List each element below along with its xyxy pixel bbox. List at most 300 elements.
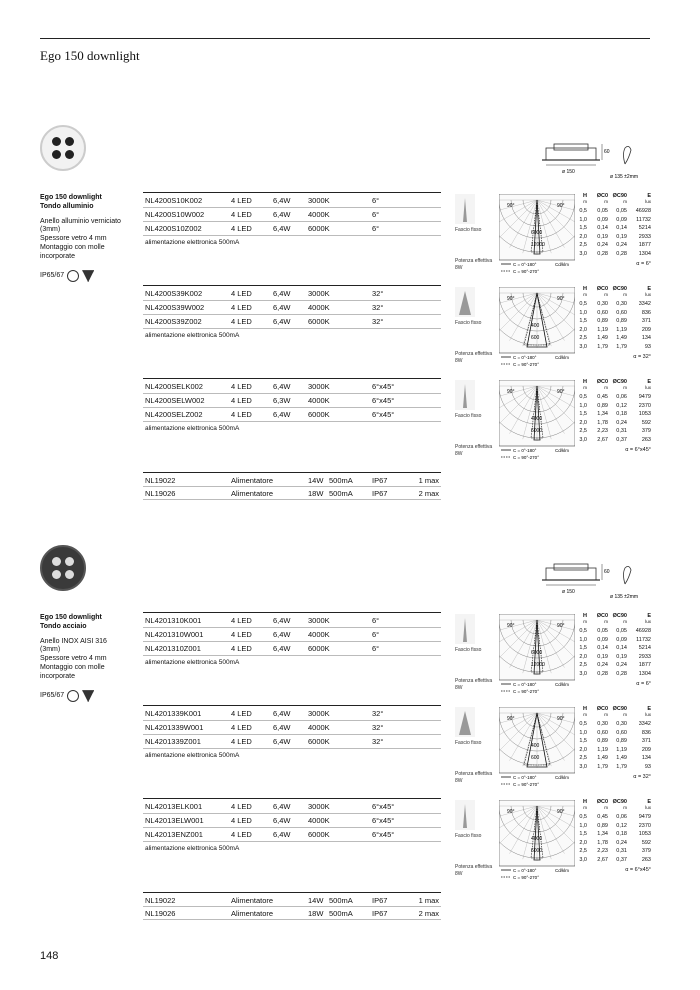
photometry-row	[577, 831, 657, 840]
color-temp: 6000K	[308, 644, 330, 653]
photometry-cell: 0,28	[597, 670, 608, 677]
photometry-cell: 379	[641, 428, 651, 435]
photometry-unit-cell: m	[583, 385, 587, 390]
photometry-cell: 3,0	[579, 343, 587, 350]
ip-rating	[40, 690, 140, 702]
photometry-cell: 9479	[638, 814, 651, 820]
accessory-power: 18W	[308, 489, 324, 498]
article-code: NL4201339W001	[145, 723, 204, 732]
photometry-cell: 1,5	[579, 411, 587, 418]
photometry-cell: 263	[641, 856, 651, 863]
photometry-row	[577, 730, 657, 739]
photometry-cell: 0,5	[579, 301, 587, 307]
dim-cutout: ø 135 ±2mm	[610, 174, 639, 180]
accessory-max: 2 max	[418, 489, 439, 498]
led-count: 4 LED	[231, 802, 252, 811]
product-name: Ego 150 downlight	[40, 194, 102, 201]
photometry-unit-cell: m	[583, 199, 587, 204]
legend-unit: Cd/klm	[555, 355, 570, 360]
photometry-cell: 0,24	[597, 242, 608, 249]
photometry-cell: 11732	[636, 636, 651, 643]
polar-diagram	[499, 707, 575, 787]
variant-table	[143, 380, 441, 432]
table-row	[143, 814, 441, 828]
photometry-cell: 3,0	[579, 856, 587, 863]
accessory-current: 500mA	[329, 909, 353, 918]
dim-diameter: ø 150	[562, 169, 575, 175]
photometry-cell: 1,49	[597, 755, 608, 762]
fixed-beam-label: Fascio fisso	[455, 413, 482, 419]
polar-90-left: 90°	[507, 296, 515, 302]
polar-90-left: 90°	[507, 716, 515, 722]
photometry-row	[577, 403, 657, 412]
article-code: NL4201339Z001	[145, 737, 201, 746]
photometry-unit-cell: m	[623, 199, 627, 204]
power: 6,4W	[273, 196, 291, 205]
beam-angle: 6°	[372, 644, 380, 653]
photometry-header-cell: ØC90	[612, 799, 627, 805]
photometry-cell: 134	[641, 755, 651, 762]
led-lens	[52, 137, 61, 146]
photometry-cell: 2,5	[579, 335, 587, 342]
product-description: Anello INOX AISI 316 (3mm) Spessore vetro 4 mm Montaggio con molle incorporate	[40, 637, 107, 680]
photometry-cell: 1,0	[579, 309, 587, 316]
led-count: 4 LED	[231, 644, 252, 653]
accessory-row	[143, 487, 441, 500]
polar-ring-value: 600	[531, 755, 540, 761]
table-row	[143, 800, 441, 814]
article-code: NL4200S39W002	[145, 303, 205, 312]
effective-power-label: Potenza effettiva	[455, 351, 493, 357]
photometry-row	[577, 251, 657, 260]
photometry-cell: 1,19	[616, 326, 627, 333]
variant-table	[143, 614, 441, 666]
product-group	[143, 287, 653, 375]
beam-angle: 32°	[372, 737, 384, 746]
led-count: 4 LED	[231, 396, 252, 405]
photometry-header-cell: H	[583, 613, 587, 619]
accessory-ip: IP67	[372, 909, 388, 918]
photometry-unit-cell: m	[623, 712, 627, 717]
legend-c90: C = 90°-270°	[513, 362, 539, 367]
photometry-table	[577, 194, 657, 267]
photometry-cell: 836	[641, 309, 651, 316]
photometry-header-cell: ØC90	[612, 379, 627, 385]
photometry-cell: 2,0	[579, 419, 587, 426]
photometry-cell: 0,5	[579, 814, 587, 820]
photometry-cell: 2370	[638, 402, 651, 409]
polar-svg	[499, 614, 575, 694]
photometry-row	[577, 225, 657, 234]
polar-ring-value: 6000	[531, 428, 543, 434]
power: 6,4W	[273, 737, 291, 746]
photometry-cell: 0,30	[616, 301, 627, 307]
beam-angle: 6°x45°	[372, 382, 395, 391]
ip-text: IP65/67	[40, 691, 65, 699]
photometry-unit-cell: m	[623, 619, 627, 624]
photometry-cell: 2933	[638, 653, 651, 660]
photometry-cell: 0,24	[616, 662, 627, 669]
photometry-row	[577, 662, 657, 671]
photometry-cell: 0,30	[597, 721, 608, 727]
photometry-header-cell: ØC0	[596, 613, 608, 619]
led-count: 4 LED	[231, 830, 252, 839]
photometry-cell: 0,30	[597, 301, 608, 307]
accessory-desc: Alimentatore	[231, 476, 274, 485]
photometry-header-cell: ØC90	[612, 706, 627, 712]
photometry-cell: 0,31	[616, 848, 627, 855]
photometry-cell: 1,5	[579, 831, 587, 838]
polar-diagram	[499, 194, 575, 274]
product-name: Ego 150 downlight	[40, 614, 102, 621]
accessory-row	[143, 474, 441, 487]
photometry-cell: 2,23	[597, 848, 608, 855]
product-description: Anello alluminio verniciato (3mm) Spessore vetro 4 mm Montaggio con molle incorporate	[40, 217, 121, 260]
legend-c90: C = 90°-270°	[513, 269, 539, 274]
photometry-row	[577, 848, 657, 857]
photometry-row	[577, 394, 657, 403]
polar-90-left: 90°	[507, 389, 515, 395]
photometry-cell: 5214	[638, 225, 651, 232]
table-row	[143, 628, 441, 642]
photometry-cell: 0,19	[616, 653, 627, 660]
photometry-cell: 371	[641, 738, 651, 745]
photometry-cell: 0,89	[616, 318, 627, 325]
photometry-unit-cell: m	[604, 619, 608, 624]
polar-ring-value: 4000	[531, 836, 543, 842]
accessory-current: 500mA	[329, 896, 353, 905]
photometry-cell: 2,5	[579, 428, 587, 435]
color-temp: 3000K	[308, 709, 330, 718]
product-subtitle: Tondo alluminio	[40, 202, 94, 210]
variant-table	[143, 287, 441, 339]
article-code: NL4201310K001	[145, 616, 202, 625]
polar-ring-value: 6000	[531, 848, 543, 854]
polar-diagram	[499, 800, 575, 880]
photometry-unit-cell: m	[623, 385, 627, 390]
photometry-cell: 0,09	[597, 216, 608, 223]
photometry-cell: 0,5	[579, 628, 587, 634]
driver-note: alimentazione elettronica 500mA	[145, 845, 240, 852]
accessory-rule	[143, 472, 441, 473]
legend-unit: Cd/klm	[555, 682, 570, 687]
photometry-cell: 1,79	[616, 343, 627, 350]
photometry-cell: 0,05	[616, 628, 627, 634]
photometry-row	[577, 420, 657, 429]
beam-icon	[455, 614, 475, 644]
photometry-cell: 1,49	[616, 755, 627, 762]
beam-angle: 6°	[372, 630, 380, 639]
dim-cutout: ø 135 ±2mm	[610, 594, 639, 600]
photometry-cell: 1053	[638, 831, 651, 838]
power: 6,4W	[273, 303, 291, 312]
power: 6,4W	[273, 644, 291, 653]
photometry-row	[577, 671, 657, 680]
photometry-unit-cell: m	[604, 199, 608, 204]
led-count: 4 LED	[231, 737, 252, 746]
color-temp: 6000K	[308, 224, 330, 233]
effective-power-label: Potenza effettiva	[455, 678, 493, 684]
color-temp: 4000K	[308, 723, 330, 732]
legend-c0: C = 0°-180°	[513, 682, 537, 687]
photometry-header-cell: ØC90	[612, 286, 627, 292]
photometry-cell: 2,23	[597, 428, 608, 435]
photometry-unit-cell: lux	[645, 292, 651, 297]
effective-power-label: Potenza effettiva	[455, 864, 493, 870]
table-row	[143, 614, 441, 628]
power: 6,4W	[273, 410, 291, 419]
accessory-row	[143, 907, 441, 920]
beam-angle: 6°x45°	[372, 802, 395, 811]
photometry-cell: 379	[641, 848, 651, 855]
photometry-header-cell: E	[647, 379, 651, 385]
photometry-cell: 1,19	[597, 746, 608, 753]
photometry-row	[577, 654, 657, 663]
driver-note: alimentazione elettronica 500mA	[145, 425, 240, 432]
beam-angle-note: α = 6°x45°	[625, 866, 651, 873]
effective-power-value: 8W	[455, 778, 463, 784]
product-info	[40, 614, 140, 702]
legend-unit: Cd/klm	[555, 775, 570, 780]
polar-90-left: 90°	[507, 203, 515, 209]
color-temp: 6000K	[308, 410, 330, 419]
dimension-svg	[540, 560, 650, 605]
photometry-row	[577, 411, 657, 420]
product-photo	[40, 545, 86, 591]
photometry-header-cell: ØC0	[596, 379, 608, 385]
color-temp: 3000K	[308, 382, 330, 391]
polar-ring-value: 600	[531, 335, 540, 341]
photometry-cell: 1304	[638, 670, 651, 677]
polar-svg	[499, 380, 575, 460]
photometry-row	[577, 738, 657, 747]
photometry-row	[577, 437, 657, 446]
article-code: NL4200S39Z002	[145, 317, 202, 326]
photometry-row	[577, 755, 657, 764]
photometry-header-cell: ØC0	[596, 706, 608, 712]
variant-table	[143, 194, 441, 246]
dimension-drawing	[540, 140, 650, 185]
photometry-cell: 0,18	[616, 831, 627, 838]
table-row	[143, 287, 441, 301]
photometry-cell: 0,5	[579, 394, 587, 400]
color-temp: 4000K	[308, 210, 330, 219]
photometry-cell: 1,0	[579, 822, 587, 829]
beam-angle: 6°	[372, 196, 380, 205]
led-count: 4 LED	[231, 630, 252, 639]
photometry-table	[577, 800, 657, 873]
effective-power-value: 8W	[455, 265, 463, 271]
fixed-beam-label: Fascio fisso	[455, 227, 482, 233]
photometry-header-cell: E	[647, 193, 651, 199]
photometry-row	[577, 637, 657, 646]
accessory-max: 1 max	[418, 896, 439, 905]
photometry-unit-cell: m	[604, 712, 608, 717]
photometry-header	[577, 800, 657, 814]
photometry-cell: 0,37	[616, 856, 627, 863]
photometry-cell: 93	[644, 763, 651, 770]
photometry-cell: 0,06	[616, 394, 627, 400]
color-temp: 6000K	[308, 317, 330, 326]
photometry-unit-cell: lux	[645, 619, 651, 624]
led-lens	[52, 570, 61, 579]
ip-rating	[40, 270, 140, 282]
accessory-desc: Alimentatore	[231, 489, 274, 498]
class-cert-icon	[82, 270, 94, 282]
legend-c0: C = 0°-180°	[513, 355, 537, 360]
led-lens	[65, 570, 74, 579]
photometry-header-cell: ØC0	[596, 286, 608, 292]
photometry-header-cell: H	[583, 706, 587, 712]
led-lens	[52, 557, 61, 566]
accessory-power: 18W	[308, 909, 324, 918]
beam-angle: 6°x45°	[372, 816, 395, 825]
dim-diameter: ø 150	[562, 589, 575, 595]
accessory-code: NL19022	[145, 476, 176, 485]
power: 6,4W	[273, 289, 291, 298]
accessory-ip: IP67	[372, 896, 388, 905]
accessory-code: NL19026	[145, 489, 176, 498]
led-lens	[65, 150, 74, 159]
color-temp: 4000K	[308, 396, 330, 405]
dimension-drawing	[540, 560, 650, 605]
led-count: 4 LED	[231, 210, 252, 219]
photometry-cell: 2370	[638, 822, 651, 829]
photometry-header-cell: ØC90	[612, 613, 627, 619]
photometry-table	[577, 614, 657, 687]
photometry-cell: 2,0	[579, 326, 587, 333]
photometry-cell: 0,30	[616, 721, 627, 727]
color-temp: 4000K	[308, 303, 330, 312]
photometry-header-cell: E	[647, 613, 651, 619]
led-count: 4 LED	[231, 289, 252, 298]
beam-angle: 6°x45°	[372, 396, 395, 405]
beam-angle: 32°	[372, 303, 384, 312]
accessory-max: 1 max	[418, 476, 439, 485]
fixed-beam-label: Fascio fisso	[455, 740, 482, 746]
photometry-row	[577, 344, 657, 353]
photometry-cell: 1877	[638, 662, 651, 669]
photometry-cell: 0,89	[616, 738, 627, 745]
led-count: 4 LED	[231, 723, 252, 732]
beam-angle: 32°	[372, 709, 384, 718]
photometry-row	[577, 823, 657, 832]
led-lens	[65, 557, 74, 566]
safety-cert-icon	[67, 270, 79, 282]
photometry-cell: 2,5	[579, 242, 587, 249]
power: 6,4W	[273, 723, 291, 732]
table-row	[143, 735, 441, 749]
legend-c90: C = 90°-270°	[513, 875, 539, 880]
photometry-cell: 0,24	[616, 242, 627, 249]
table-row	[143, 408, 441, 422]
table-row	[143, 222, 441, 236]
photometry-cell: 0,18	[616, 411, 627, 418]
photometry-unit-cell: m	[583, 619, 587, 624]
photometry-cell: 1,5	[579, 738, 587, 745]
legend-c90: C = 90°-270°	[513, 689, 539, 694]
photometry-cell: 2933	[638, 233, 651, 240]
legend-unit: Cd/klm	[555, 262, 570, 267]
photometry-unit-cell: m	[623, 805, 627, 810]
photometry-cell: 3342	[638, 721, 651, 727]
power: 6,4W	[273, 630, 291, 639]
photometry-header-cell: H	[583, 193, 587, 199]
photometry-cell: 0,28	[616, 250, 627, 257]
beam-icon	[455, 707, 475, 737]
accessory-desc: Alimentatore	[231, 896, 274, 905]
fixed-beam-label: Fascio fisso	[455, 320, 482, 326]
accessory-rule	[143, 892, 441, 893]
polar-diagram	[499, 614, 575, 694]
power: 6,4W	[273, 816, 291, 825]
accessory-power: 14W	[308, 896, 324, 905]
photometry-row	[577, 857, 657, 866]
photometry-cell: 1,79	[597, 763, 608, 770]
photometry-cell: 0,60	[616, 729, 627, 736]
effective-power-label: Potenza effettiva	[455, 771, 493, 777]
table-row	[143, 394, 441, 408]
photometry-cell: 1,5	[579, 225, 587, 232]
photometry-cell: 0,05	[597, 208, 608, 214]
photometry-cell: 0,24	[597, 662, 608, 669]
photometry-row	[577, 301, 657, 310]
power: 6,4W	[273, 616, 291, 625]
photometry-cell: 0,19	[597, 653, 608, 660]
photometry-header-cell: H	[583, 286, 587, 292]
photometry-cell: 0,14	[616, 645, 627, 652]
photometry-cell: 592	[641, 839, 651, 846]
photometry-header-cell: ØC0	[596, 799, 608, 805]
photometry-cell: 0,60	[616, 309, 627, 316]
page-number: 148	[40, 950, 59, 962]
photometry-cell: 0,14	[597, 645, 608, 652]
color-temp: 6000K	[308, 737, 330, 746]
polar-ring-value: 12000	[531, 242, 545, 248]
polar-90-right: 90°	[557, 203, 565, 209]
photometry-cell: 0,45	[597, 814, 608, 820]
table-row	[143, 301, 441, 315]
photometry-cell: 3,0	[579, 436, 587, 443]
led-count: 4 LED	[231, 816, 252, 825]
photometry-unit-cell: m	[604, 385, 608, 390]
photometry-cell: 1,34	[597, 831, 608, 838]
beam-icon	[455, 800, 475, 830]
photometry-cell: 1,0	[579, 402, 587, 409]
photometry-header-cell: H	[583, 799, 587, 805]
effective-power-value: 8W	[455, 358, 463, 364]
product-info	[40, 194, 140, 282]
photometry-cell: 93	[644, 343, 651, 350]
photometry-header-cell: E	[647, 706, 651, 712]
photometry-cell: 209	[641, 746, 651, 753]
polar-ring-value: 12000	[531, 662, 545, 668]
photometry-header-cell: E	[647, 286, 651, 292]
article-code: NL4201339K001	[145, 709, 202, 718]
accessory-table	[143, 474, 441, 500]
accessory-ip: IP67	[372, 489, 388, 498]
power: 6,4W	[273, 709, 291, 718]
beam-angle-note: α = 6°	[636, 680, 651, 687]
photometry-cell: 1,49	[616, 335, 627, 342]
class-cert-icon	[82, 690, 94, 702]
beam-angle-note: α = 32°	[633, 773, 651, 780]
photometry-cell: 3342	[638, 301, 651, 307]
table-row	[143, 828, 441, 842]
photometry-cell: 1304	[638, 250, 651, 257]
photometry-cell: 1,49	[597, 335, 608, 342]
photometry-header	[577, 614, 657, 628]
